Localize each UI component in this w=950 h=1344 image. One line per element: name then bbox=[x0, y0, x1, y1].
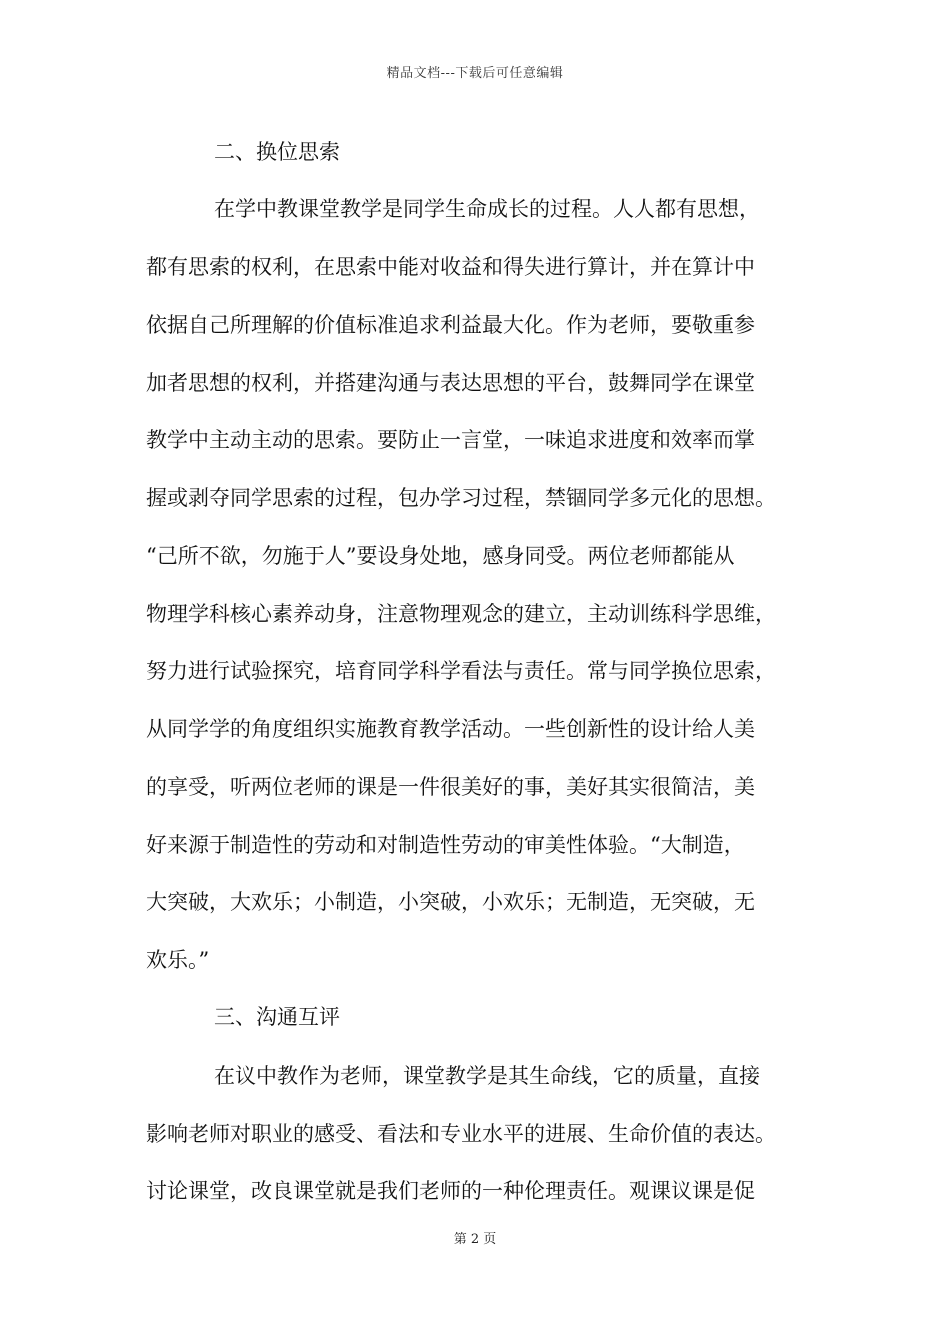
page-number: 第 2 页 bbox=[453, 1232, 497, 1247]
paragraph-line: 从同学学的角度组织实施教育教学活动。一些创新性的设计给人美 bbox=[146, 717, 755, 741]
paragraph-line: 教学中主动主动的思索。要防止一言堂，一味追求进度和效率而掌 bbox=[146, 428, 755, 452]
page-header: 精品文档---下载后可任意编辑 bbox=[386, 66, 564, 81]
paragraph-line: 依据自己所理解的价值标准追求利益最大化。作为老师，要敬重参 bbox=[146, 313, 755, 337]
section-heading-3: 三、沟通互评 bbox=[214, 1005, 340, 1029]
paragraph-line: 加者思想的权利，并搭建沟通与表达思想的平台，鼓舞同学在课堂 bbox=[146, 371, 755, 395]
paragraph-line: 物理学科核心素养动身，注意物理观念的建立，主动训练科学思维， bbox=[146, 602, 776, 626]
paragraph-line: 握或剥夺同学思索的过程，包办学习过程，禁锢同学多元化的思想。 bbox=[146, 486, 776, 510]
paragraph-line: 都有思索的权利，在思索中能对收益和得失进行算计，并在算计中 bbox=[146, 255, 755, 279]
paragraph-line: 努力进行试验探究，培育同学科学看法与责任。常与同学换位思索， bbox=[146, 659, 776, 683]
paragraph-line: 欢乐。” bbox=[146, 948, 210, 972]
paragraph-line: 在议中教作为老师，课堂教学是其生命线，它的质量，直接 bbox=[214, 1064, 760, 1088]
paragraph-line: 影响老师对职业的感受、看法和专业水平的进展、生命价值的表达。 bbox=[146, 1122, 776, 1146]
paragraph-line: 大突破，大欢乐；小制造，小突破，小欢乐；无制造，无突破，无 bbox=[146, 890, 755, 914]
paragraph-line: 在学中教课堂教学是同学生命成长的过程。人人都有思想， bbox=[214, 197, 760, 221]
paragraph-line: 好来源于制造性的劳动和对制造性劳动的审美性体验。“大制造， bbox=[146, 833, 745, 857]
paragraph-line: 讨论课堂，改良课堂就是我们老师的一种伦理责任。观课议课是促 bbox=[146, 1179, 755, 1203]
paragraph-line: “己所不欲，勿施于人”要设身处地，感身同受。两位老师都能从 bbox=[146, 544, 735, 568]
paragraph-line: 的享受，听两位老师的课是一件很美好的事，美好其实很简洁，美 bbox=[146, 775, 755, 799]
section-heading-2: 二、换位思索 bbox=[214, 140, 340, 164]
